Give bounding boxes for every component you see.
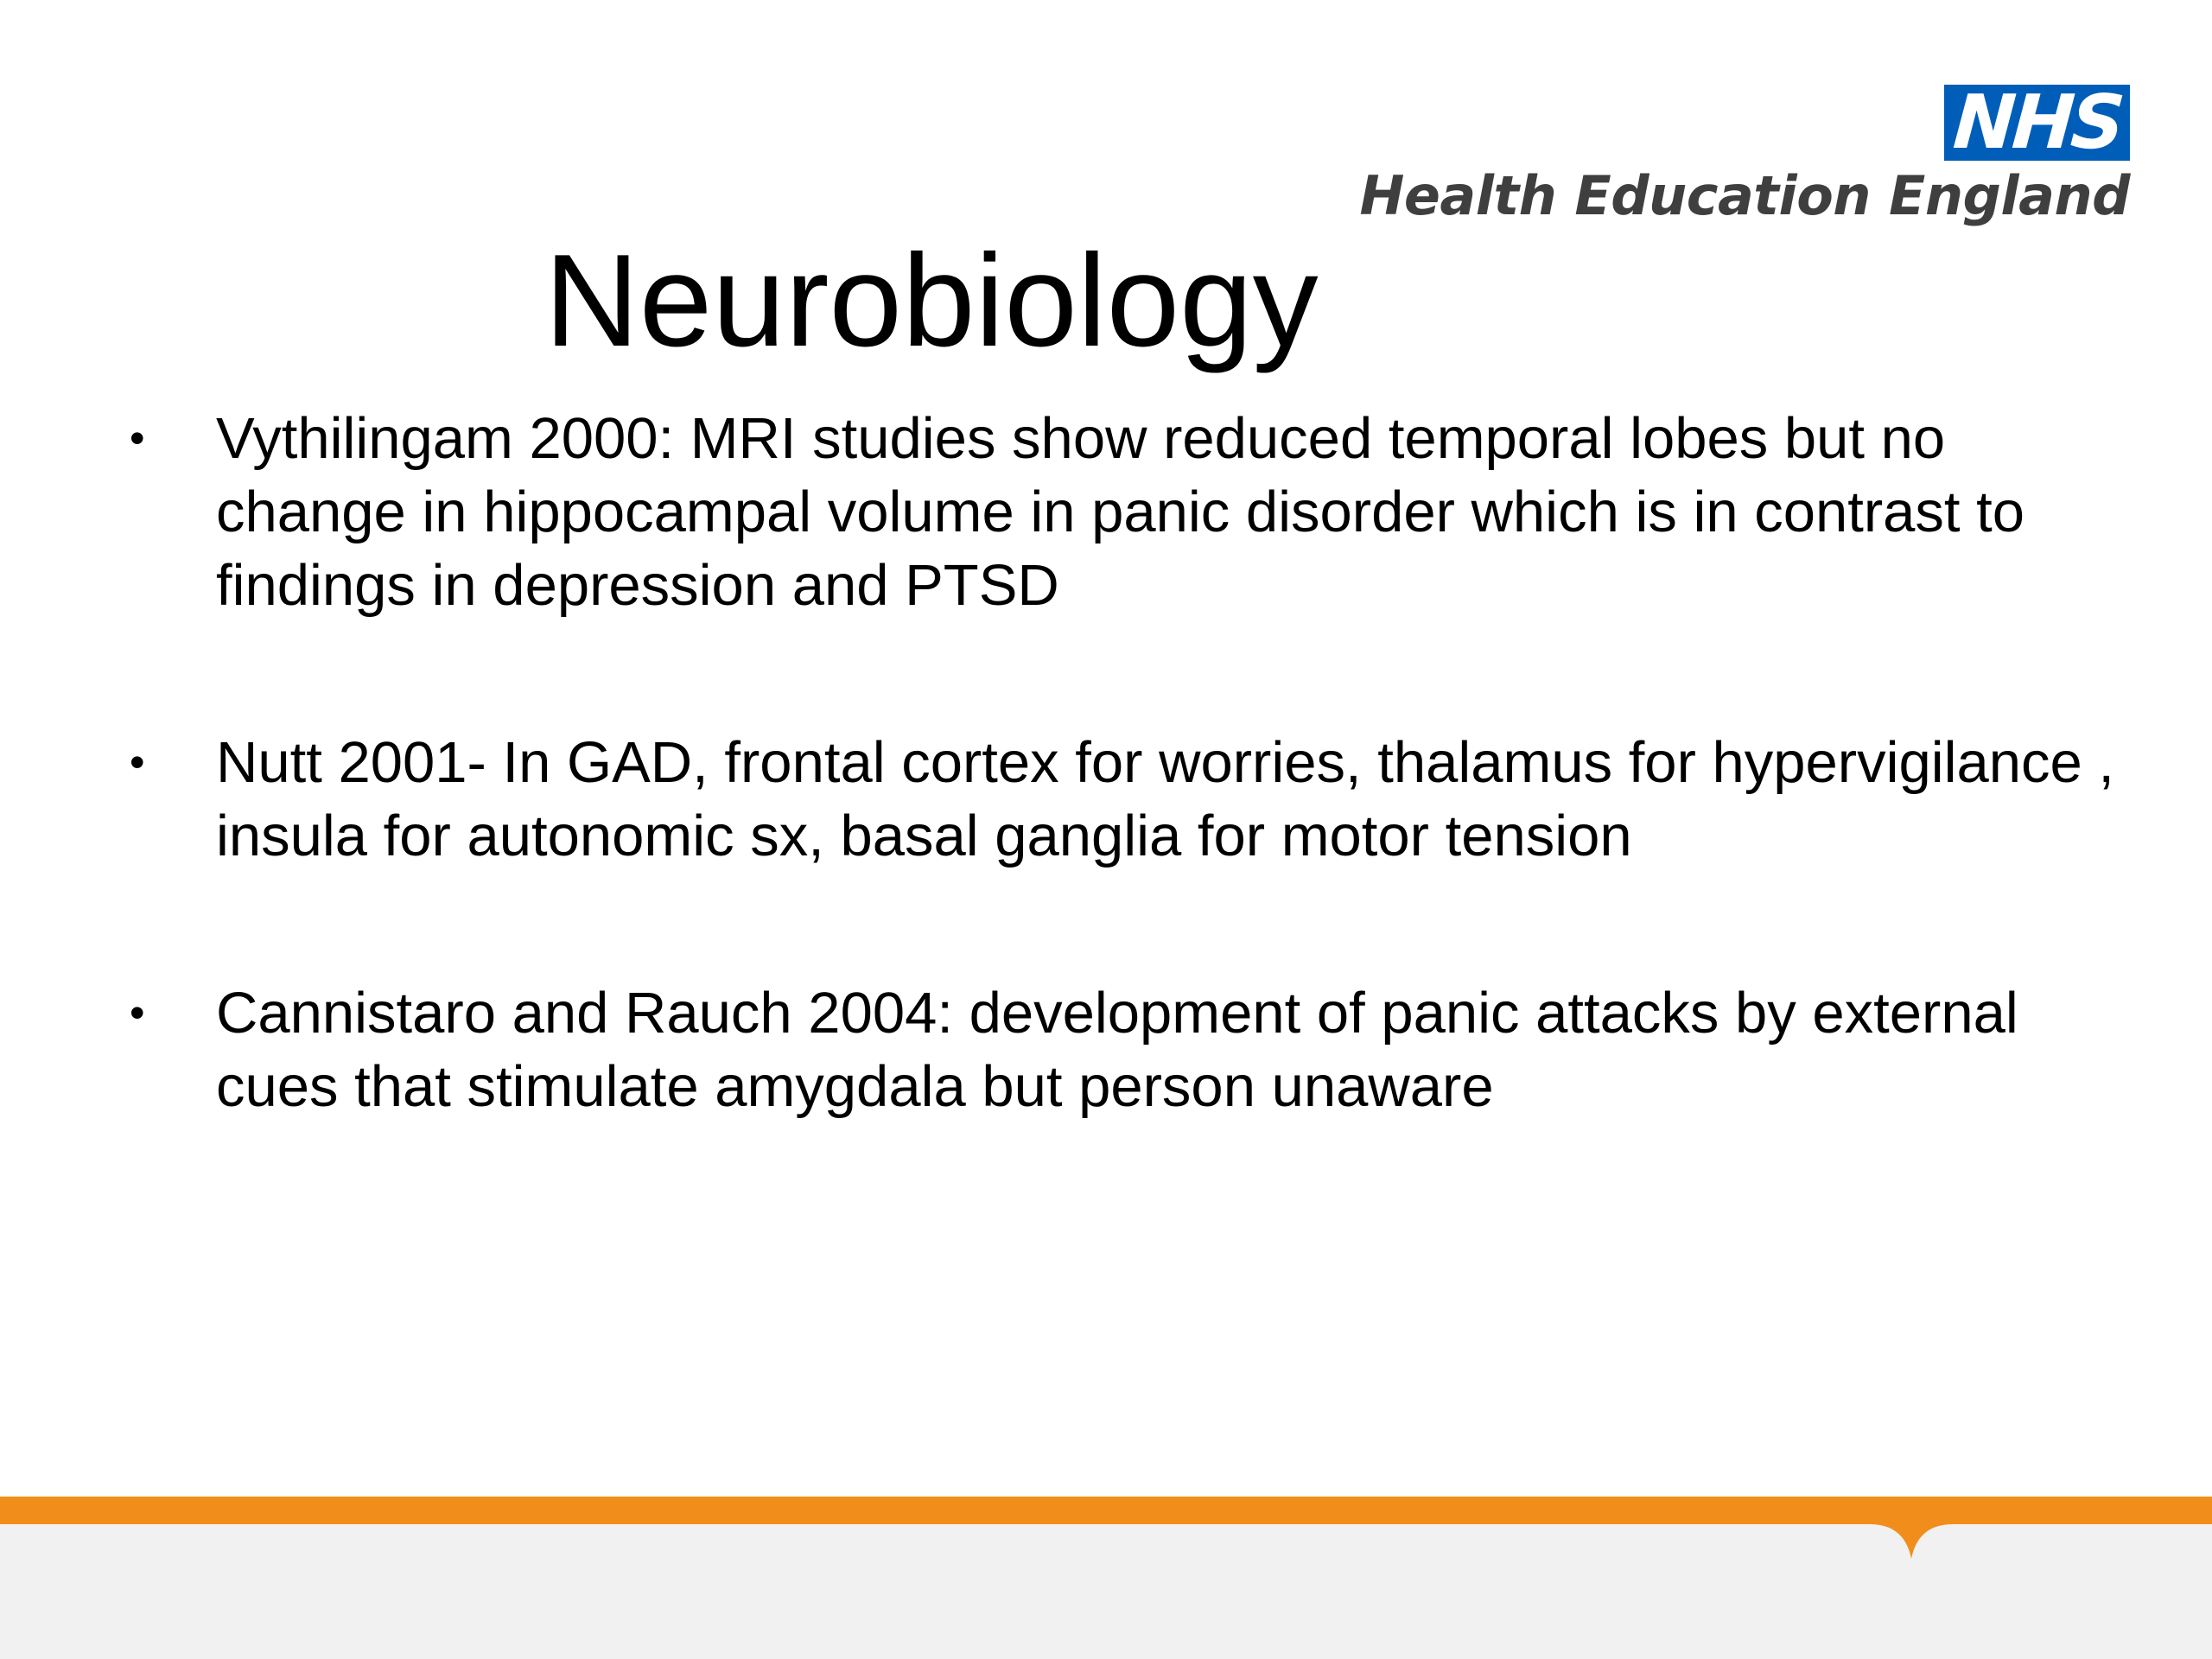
bullet-text: Vythilingam 2000: MRI studies show reduced temporal lobes but no change in hippocampal volume in panic disorder which is in contrast to findings in depression and PTSD bbox=[216, 406, 2025, 618]
bullet-marker: • bbox=[130, 414, 145, 462]
nhs-wordmark: NHS bbox=[1950, 79, 2124, 166]
accent-stripe bbox=[0, 1497, 2212, 1559]
bullet-marker: • bbox=[130, 988, 145, 1037]
bullet-list bbox=[130, 402, 2117, 1227]
bullet-marker: • bbox=[130, 738, 145, 786]
nhs-logo-box bbox=[1944, 79, 2130, 166]
organisation-name: Health Education England bbox=[1359, 164, 2130, 227]
bullet-text: Nutt 2001- In GAD, frontal cortex for worries, thalamus for hypervigilance , insula for autonomic sx, basal ganglia for motor tension bbox=[216, 730, 2115, 868]
bullet-item-cannistaro bbox=[130, 976, 2117, 1123]
bullet-item-nutt bbox=[130, 726, 2117, 873]
nhs-hee-logo bbox=[1300, 79, 2130, 240]
bullet-text: Cannistaro and Rauch 2004: development of panic attacks by external cues that stimulate amygdala but person unaware bbox=[216, 981, 2018, 1119]
footer-accent-bar bbox=[0, 1497, 2212, 1559]
slide-title: Neurobiology bbox=[544, 227, 1319, 374]
bullet-item-vythilingam bbox=[130, 402, 2117, 622]
